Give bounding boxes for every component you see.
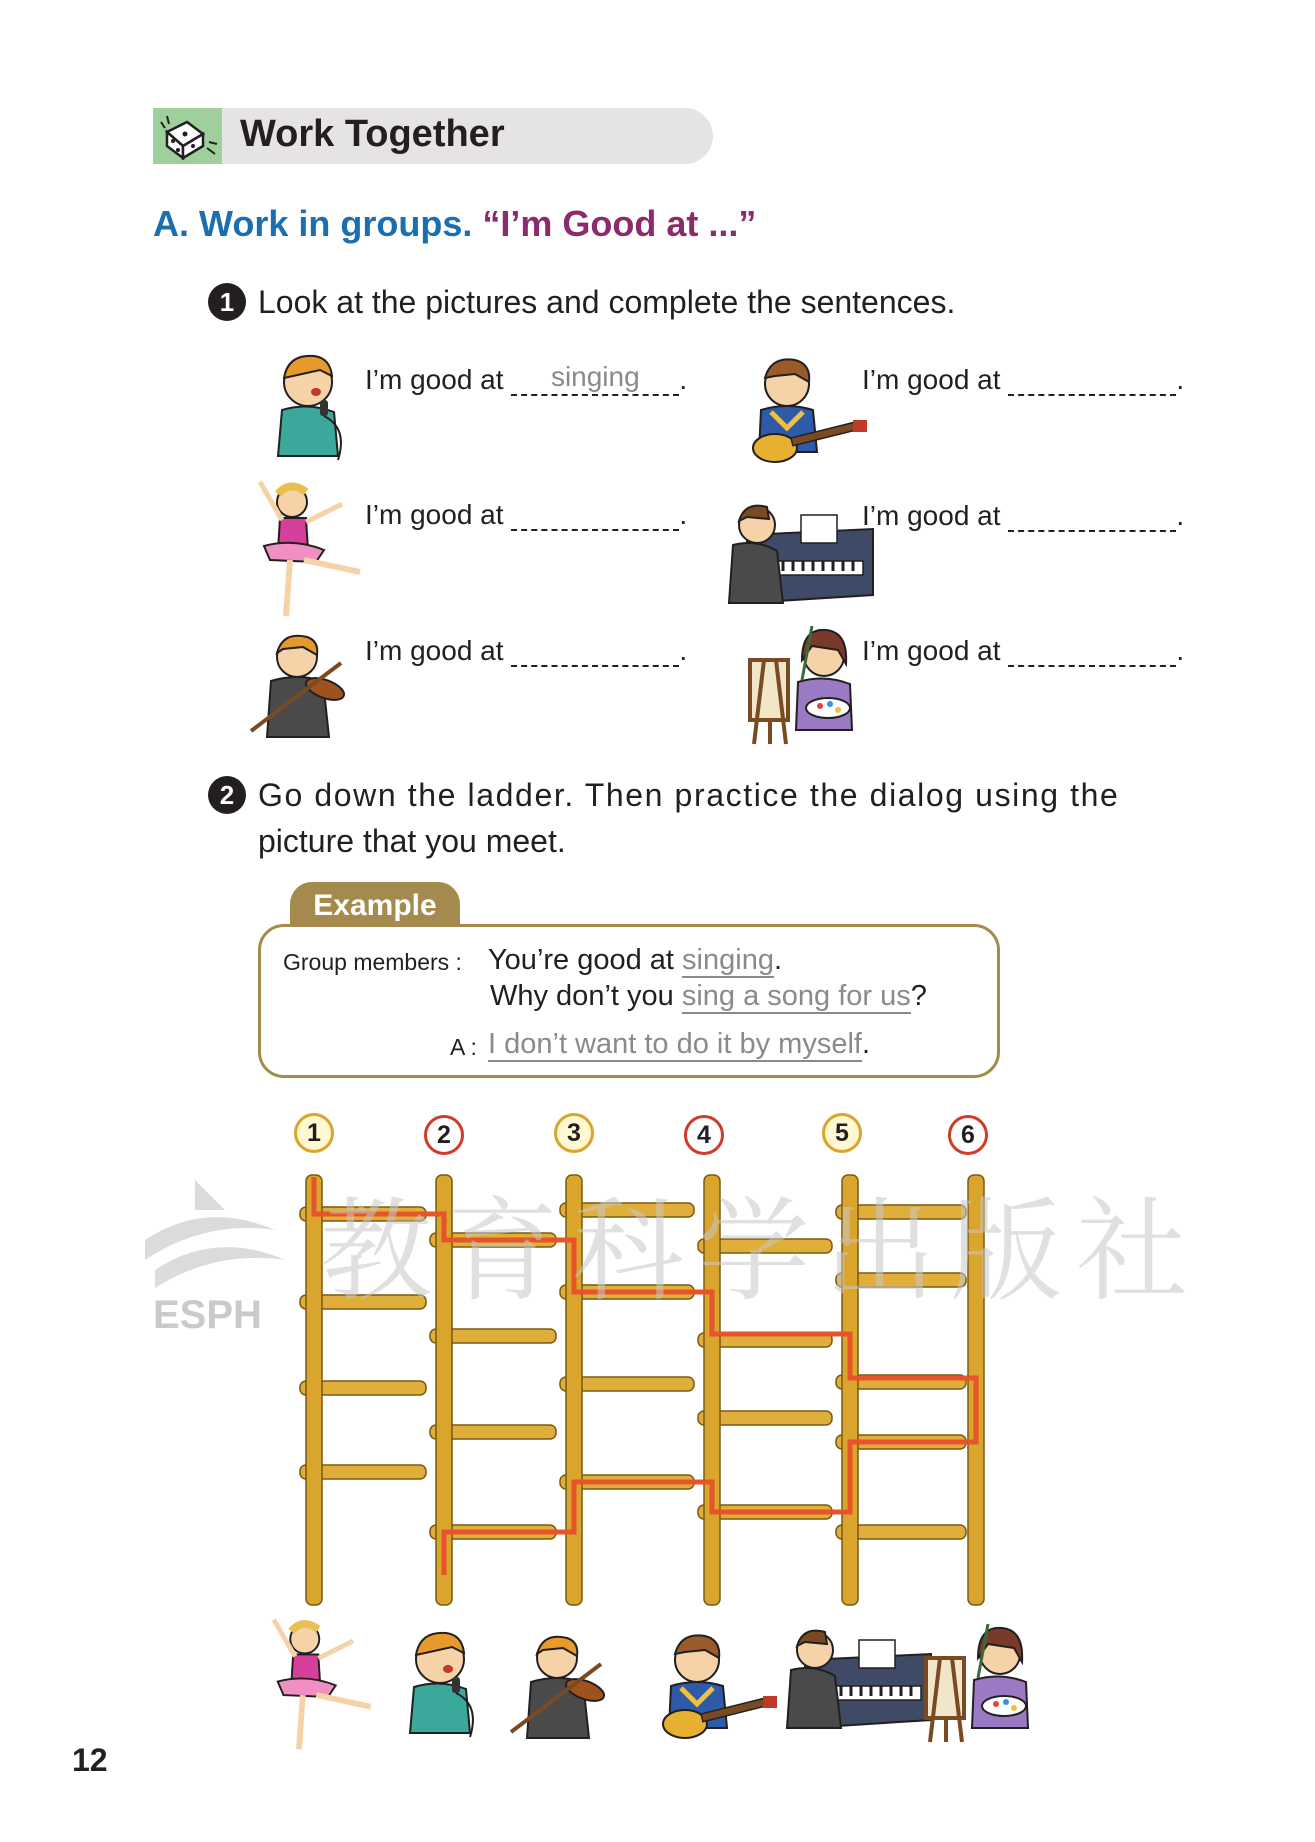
dialog-line-3 [488,1028,870,1061]
watermark-publisher-text: 教育科学出版社 [320,1187,1202,1317]
ladder-number-1: 1 [294,1113,334,1153]
section-title [153,203,756,245]
exercise-line-2 [862,362,1184,396]
dialog-line-1-end: . [773,944,783,976]
exercise-text-5: I’m good at [365,635,504,666]
bottom-painter-picture [918,1618,1038,1743]
violinist-picture [245,627,380,739]
exercise-text-6: I’m good at [862,635,1001,666]
ladder-number-4: 4 [684,1115,724,1155]
ladder-path-red [314,1177,976,1575]
bottom-pianist-picture [785,1620,935,1732]
exercise-line-6 [862,633,1184,667]
bottom-violinist-picture [505,1628,640,1740]
exercise-end-5: . [679,635,688,666]
step-2-instruction-line-2: picture that you meet. [258,823,566,859]
exercise-line-3 [365,497,687,531]
dialog-line-2-pre: Why don’t you [490,980,682,1012]
pianist-picture [727,495,877,607]
exercise-end-2: . [1176,364,1185,395]
dice-icon [153,108,222,164]
singer-picture [258,348,368,466]
answer-blank-3[interactable] [511,497,679,531]
section-quote: “I’m Good at ...” [482,203,757,244]
exercise-end-3: . [679,499,688,530]
example-tab: Example [290,882,460,928]
dialog-line-3-fill: I don’t want to do it by myself [488,1028,862,1060]
speaker-a: A : [450,1034,477,1060]
ladder-number-6: 6 [948,1115,988,1155]
exercise-text-4: I’m good at [862,500,1001,531]
ladder-number-5: 5 [822,1113,862,1153]
step-1-instruction: Look at the pictures and complete the sentences. [258,284,956,320]
dialog-line-1 [488,944,782,977]
step-1-badge: 1 [208,283,246,321]
ladder-puzzle [240,1095,1030,1615]
exercise-end-6: . [1176,635,1185,666]
section-prefix: A. Work in groups. [153,203,473,244]
answer-blank-6[interactable] [1008,633,1176,667]
exercise-line-1 [365,362,687,396]
bottom-guitarist-picture [645,1628,785,1746]
exercise-end-4: . [1176,500,1185,531]
speaker-group-members: Group members : [283,949,462,975]
guitarist-picture [735,352,875,470]
watermark-logo-text: ESPH [153,1293,262,1337]
answer-blank-5[interactable] [511,633,679,667]
ladder-number-2: 2 [424,1115,464,1155]
answer-blank-1[interactable]: singing [511,362,679,396]
exercise-text-3: I’m good at [365,499,504,530]
dialog-line-3-end: . [861,1028,871,1060]
exercise-line-4 [862,498,1184,532]
ladder-number-3: 3 [554,1113,594,1153]
answer-blank-4[interactable] [1008,498,1176,532]
exercise-end-1: . [679,364,688,395]
ladder-rungs [300,1203,966,1539]
dialog-line-1-pre: You’re good at [488,944,683,976]
bottom-singer-picture [390,1625,500,1743]
painter-picture [742,620,862,745]
dialog-line-2-end: ? [910,980,927,1012]
dialog-line-1-fill: singing [682,944,774,976]
bottom-ballerina-picture [262,1610,392,1755]
step-2-badge: 2 [208,776,246,814]
dialog-line-2 [490,980,927,1013]
page-number: 12 [72,1742,108,1778]
header-title: Work Together [240,113,505,155]
dialog-line-2-fill: sing a song for us [681,980,911,1012]
exercise-text-1: I’m good at [365,364,504,395]
step-2-instruction-line-1: Go down the ladder. Then practice the dialog using the [258,777,1120,813]
exercise-text-2: I’m good at [862,364,1001,395]
answer-blank-2[interactable] [1008,362,1176,396]
exercise-line-5 [365,633,687,667]
ballerina-picture [250,472,380,622]
